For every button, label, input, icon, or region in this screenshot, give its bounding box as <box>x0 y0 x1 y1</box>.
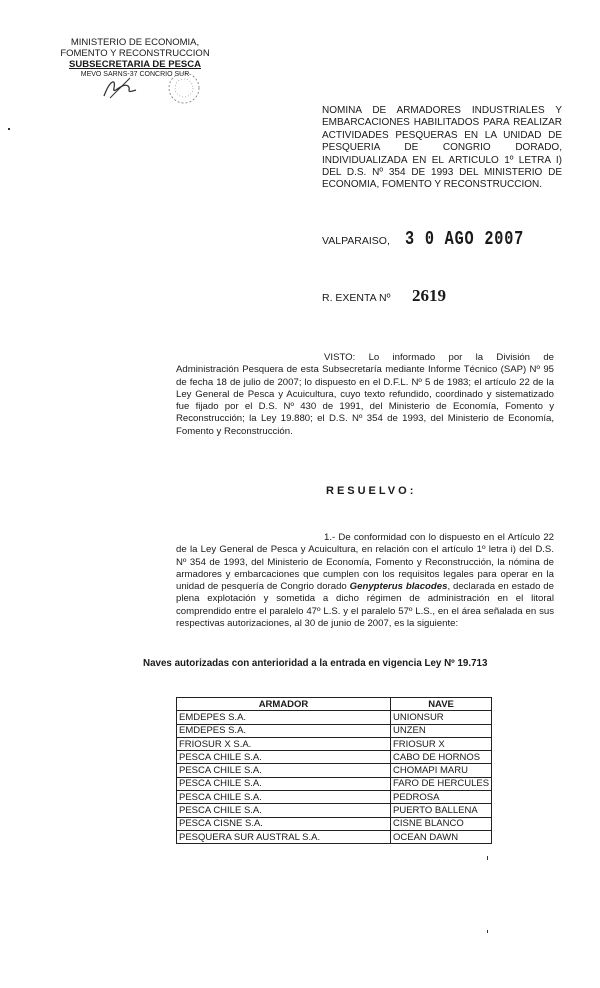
nave-cell: FARO DE HERCULES <box>391 777 492 790</box>
date-stamp: 3 0 AGO 2007 <box>405 228 525 250</box>
armador-cell: PESCA CHILE S.A. <box>177 804 391 817</box>
table-row <box>177 711 492 724</box>
scan-speck <box>8 128 10 130</box>
article-1-text-before: 1.- De conformidad con lo dispuesto en el Artículo 22 de la Ley General de Pesca y Acuicultura, en relación con el artículo 1º letra i) del D.S. Nº 354 de 1993, del Ministerio de Economía, Fomento y Reconstrucción, la nómina de armadores y embarcaciones que cumplen con los requisitos legales para operar en la unidad de pesquería de Congrio dorado <box>176 532 554 593</box>
armador-cell: PESQUERA SUR AUSTRAL S.A. <box>177 830 391 843</box>
nave-cell: OCEAN DAWN <box>391 830 492 843</box>
nave-cell: CHOMAPI MARU <box>391 764 492 777</box>
armador-cell: FRIOSUR X S.A. <box>177 737 391 750</box>
armador-cell: PESCA CHILE S.A. <box>177 764 391 777</box>
ministry-line-2: FOMENTO Y RECONSTRUCCION <box>60 48 210 59</box>
scan-speck <box>487 930 488 933</box>
nave-cell: UNZEN <box>391 724 492 737</box>
subsecretaria-line: SUBSECRETARIA DE PESCA <box>69 59 201 70</box>
header-armador: ARMADOR <box>177 698 391 711</box>
resolution-title: NOMINA DE ARMADORES INDUSTRIALES Y EMBARCACIONES HABILITADOS PARA REALIZAR ACTIVIDADES PESQUERAS EN LA UNIDAD DE PESQUERIA DE CONGRIO DORADO, INDIVIDUALIZADA EN EL ARTICULO 1º LETRA I) DEL D.S. Nº 354 DE 1993 DEL MINISTERIO DE ECONOMIA, FOMENTO Y RECONSTRUCCION. <box>322 105 562 191</box>
ships-table <box>176 697 492 844</box>
table-row <box>177 764 492 777</box>
resuelvo-heading: RESUELVO: <box>326 485 417 497</box>
table-row <box>177 751 492 764</box>
nave-cell: UNIONSUR <box>391 711 492 724</box>
table-row <box>177 817 492 830</box>
table-row <box>177 737 492 750</box>
nave-cell: CABO DE HORNOS <box>391 751 492 764</box>
exenta-label: R. EXENTA Nº <box>322 292 391 304</box>
table-row <box>177 830 492 843</box>
ministry-line-1: MINISTERIO DE ECONOMIA, <box>70 37 200 48</box>
scan-speck <box>487 856 488 860</box>
visto-text: VISTO: Lo informado por la División de Administración Pesquera de esta Subsecretaría mediante Informe Técnico (SAP) Nº 95 de fecha 18 de julio de 2007; lo dispuesto en el D.F.L. Nº 5 de 1983; el artículo 22 de la Ley General de Pesca y Acuicultura, cuyo texto refundido, coordinado y sistematizado fue fijado por el D.S. Nº 430 de 1991, del Ministerio de Economía, Fomento y Reconstrucción; la Ley 19.880; el D.S. Nº 354 de 1993, del Ministerio de Economía, Fomento y Reconstrucción. <box>176 352 554 437</box>
address-line: MEVO SARNS-37 CONCRIO SUR <box>80 71 190 78</box>
table-header-row <box>177 698 492 711</box>
armador-cell: PESCA CHILE S.A. <box>177 751 391 764</box>
signature-mark <box>100 74 140 100</box>
stamp-mark <box>160 70 208 106</box>
armador-cell: PESCA CHILE S.A. <box>177 791 391 804</box>
article-1-paragraph <box>176 532 554 630</box>
table-row <box>177 804 492 817</box>
nave-cell: PEDROSA <box>391 791 492 804</box>
table-row <box>177 791 492 804</box>
resolution-number: 2619 <box>412 286 446 305</box>
visto-paragraph <box>176 352 554 438</box>
article-1-text-after: , declarada en estado de plena explotación y sometida a dicho régimen de administración en el litoral comprendido entre el paralelo 47º L.S. y el paralelo 57º L.S., en el área señalada en sus respectivas autorizaciones, al 30 de junio de 2007, es la siguiente: <box>176 581 554 630</box>
armador-cell: PESCA CISNE S.A. <box>177 817 391 830</box>
armador-cell: EMDEPES S.A. <box>177 724 391 737</box>
place-label: VALPARAISO, <box>322 235 390 247</box>
nave-cell: PUERTO BALLENA <box>391 804 492 817</box>
armador-cell: EMDEPES S.A. <box>177 711 391 724</box>
armador-cell: PESCA CHILE S.A. <box>177 777 391 790</box>
nave-cell: CISNE BLANCO <box>391 817 492 830</box>
nave-cell: FRIOSUR X <box>391 737 492 750</box>
table-row <box>177 724 492 737</box>
header-nave: NAVE <box>391 698 492 711</box>
table-row <box>177 777 492 790</box>
table-title: Naves autorizadas con anterioridad a la entrada en vigencia Ley Nº 19.713 <box>143 658 488 669</box>
species-name: Genypterus blacodes <box>349 581 448 593</box>
